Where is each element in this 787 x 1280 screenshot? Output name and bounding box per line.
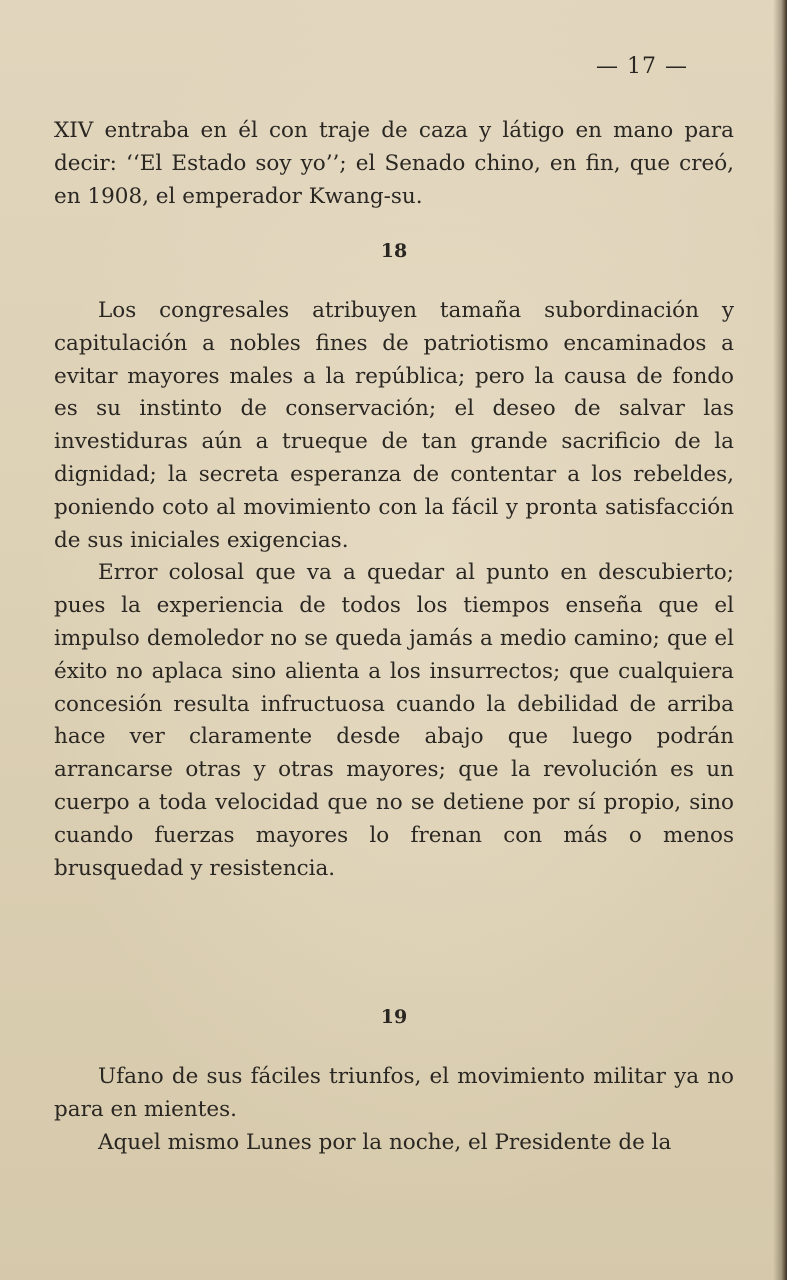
section-18-text — [54, 295, 734, 885]
section-number-18: 18 — [380, 240, 408, 262]
paragraph-text: XIV entraba en él con traje de caza y látigo en mano para decir: ‘‘El Estado soy yo’’; el Senado chino, en fin, que creó, en 1908, el emperador Kwang-su. — [54, 118, 734, 209]
page-number: — 17 — — [596, 54, 688, 79]
paragraph-text: Aquel mismo Lunes por la noche, el Presidente de la — [98, 1129, 672, 1155]
paragraph-text: Los congresales atribuyen tamaña subordinación y capitulación a nobles fines de patriotismo encaminados a evitar mayores males a la república; pero la causa de fondo es su instinto de conservación; el deseo de salvar las investiduras aún a trueque de tan grande sacrificio de la dignidad; la secreta esperanza de contentar a los rebeldes, poniendo coto al movimiento con la fácil y pronta satisfacción de sus iniciales exigencias. — [54, 298, 734, 553]
continuation-paragraph — [54, 115, 734, 213]
page-edge-shadow — [773, 0, 787, 1280]
section-number-19: 19 — [380, 1006, 408, 1028]
paragraph-text: Ufano de sus fáciles triunfos, el movimiento militar ya no para en mientes. — [54, 1064, 734, 1122]
paragraph-text: Error colosal que va a quedar al punto en descubierto; pues la experiencia de todos los tiempos enseña que el impulso demoledor no se queda jamás a medio camino; que el éxito no aplaca sino alienta a los insurrectos; que cualquiera concesión resulta infructuosa cuando la debilidad de arriba hace ver claramente desde abajo que luego podrán arrancarse otras y otras mayores; que la revolución es un cuerpo a toda velocidad que no se detiene por sí propio, sino cuando fuerzas mayores lo frenan con más o menos brusquedad y resistencia. — [54, 560, 734, 881]
section-19-text — [54, 1061, 734, 1159]
